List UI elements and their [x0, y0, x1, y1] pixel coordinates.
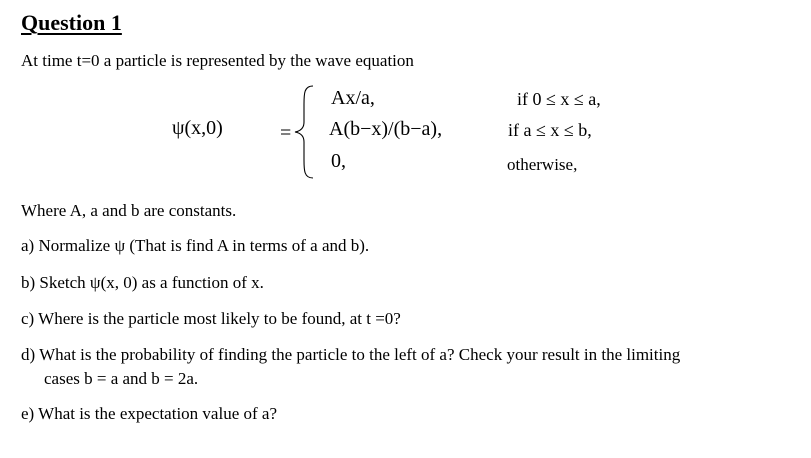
- equals-sign: =: [280, 122, 292, 144]
- question-e: e) What is the expectation value of a?: [21, 404, 277, 423]
- case-1-expression: Ax/a,: [331, 87, 375, 109]
- constants-note: Where A, a and b are constants.: [21, 201, 237, 220]
- case-3-expression: 0,: [331, 150, 346, 172]
- case-2-expression: A(b−x)/(b−a),: [329, 118, 443, 140]
- equation-lhs: ψ(x,0): [172, 117, 223, 139]
- case-3-condition: otherwise,: [507, 155, 578, 174]
- intro-text: At time t=0 a particle is represented by the wave equation: [21, 51, 414, 70]
- left-brace-icon: [291, 84, 321, 180]
- page-title: Question 1: [21, 10, 122, 35]
- question-c: c) Where is the particle most likely to be found, at t =0?: [21, 309, 401, 328]
- question-d-line-2: cases b = a and b = 2a.: [44, 369, 199, 388]
- case-1-condition: if 0 ≤ x ≤ a,: [517, 89, 601, 109]
- case-2-condition: if a ≤ x ≤ b,: [508, 120, 592, 140]
- question-d-line-1: d) What is the probability of finding the particle to the left of a? Check your result in the limiting: [21, 345, 681, 364]
- question-b: b) Sketch ψ(x, 0) as a function of x.: [21, 273, 264, 292]
- question-a: a) Normalize ψ (That is find A in terms of a and b).: [21, 236, 370, 255]
